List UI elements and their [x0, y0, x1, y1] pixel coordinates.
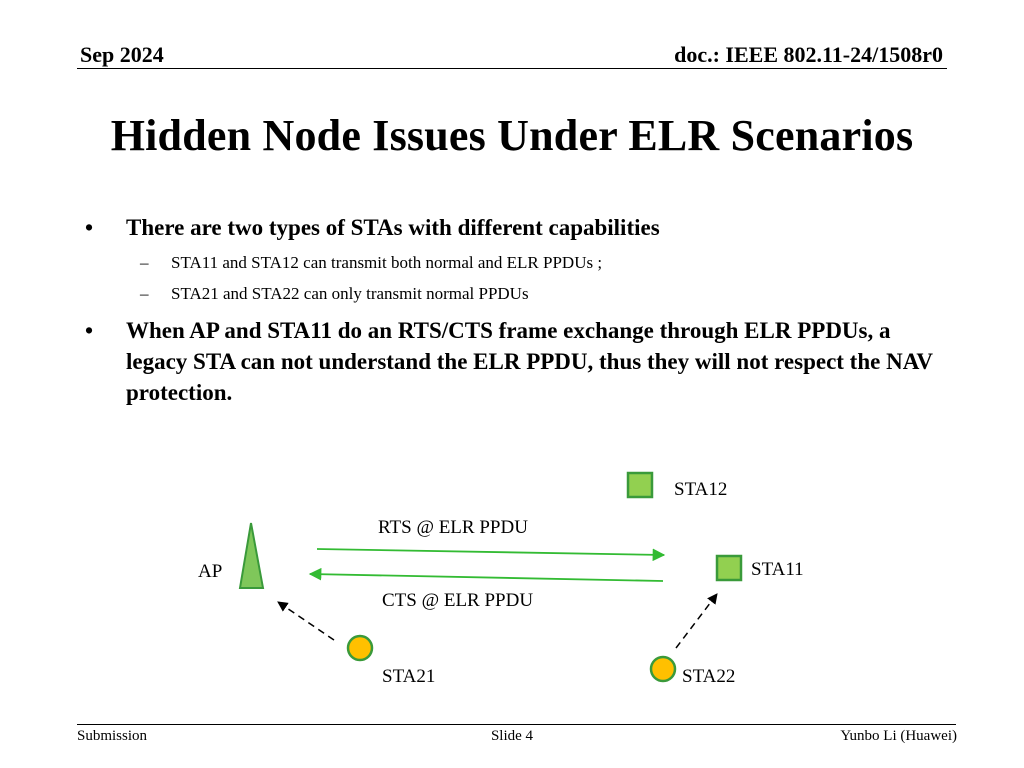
sta12-label: STA12 — [674, 479, 728, 500]
sub-bullet-text: STA11 and STA12 can transmit both normal and ELR PPDUs ; — [171, 253, 603, 272]
sta22-to-sta11-dashed-arrow — [676, 594, 717, 648]
cts-arrow — [310, 574, 663, 581]
slide-title: Hidden Node Issues Under ELR Scenarios — [110, 111, 914, 160]
header-doc-id: doc.: IEEE 802.11-24/1508r0 — [674, 42, 943, 67]
sta11-square-icon — [717, 556, 741, 580]
bullet-text: There are two types of STAs with different capabilities — [126, 215, 660, 240]
sta21-circle-icon — [348, 636, 372, 660]
sta22-circle-icon — [651, 657, 675, 681]
footer-submission: Submission — [77, 728, 148, 744]
bullet-marker: • — [85, 318, 94, 343]
footer-author: Yunbo Li (Huawei) — [840, 728, 957, 744]
ap-label: AP — [198, 561, 223, 582]
footer-slide-number: Slide 4 — [490, 728, 534, 744]
sta21-label: STA21 — [382, 666, 436, 687]
bullet-text: When AP and STA11 do an RTS/CTS frame exchange through ELR PPDUs, a legacy STA can not understand the ELR PPDU, thus they will not respect the NAV protection. — [126, 318, 933, 405]
sta11-label: STA11 — [751, 559, 804, 580]
sub-bullet-text: STA21 and STA22 can only transmit normal PPDUs — [171, 284, 529, 303]
rts-label: RTS @ ELR PPDU — [378, 517, 528, 538]
dash-marker: – — [140, 284, 149, 303]
sta12-square-icon — [628, 473, 652, 497]
sta21-to-ap-dashed-arrow — [278, 602, 334, 640]
ap-triangle-icon — [240, 523, 263, 588]
dash-marker: – — [140, 253, 149, 272]
rts-arrow — [317, 549, 664, 555]
header-date: Sep 2024 — [80, 42, 164, 67]
cts-label: CTS @ ELR PPDU — [382, 590, 534, 611]
bullet-marker: • — [85, 215, 94, 240]
footer-divider — [77, 724, 956, 725]
sta22-label: STA22 — [682, 666, 736, 687]
